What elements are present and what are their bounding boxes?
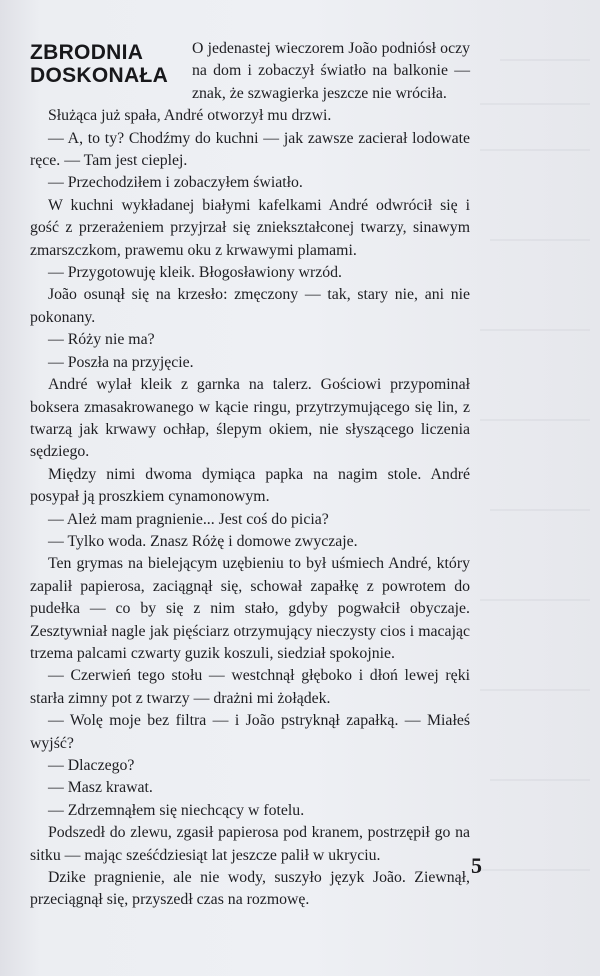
paragraph: — Róży nie ma? [48,331,155,349]
paragraph: Ten grymas na bielejącym uzębieniu to był uśmiech André, który zapalił papierosa, zaciągnął się, schował zapałkę z powrotem do pudełka — co by się z nim stało, gdyby pogwałcił obyczaje. Zesztywniał nagle jak pięściarz otrzymujący nieczysty cios i macając trzema palcami czwarty guzik koszuli, siedział spokojnie. [30,555,470,662]
paragraph: — Zdrzemnąłem się niechcący w fotelu. [48,801,305,819]
paragraph: Służąca już spała, André otworzył mu drzwi. [48,107,332,125]
body-text [30,38,470,912]
paragraph: — Poszła na przyjęcie. [48,353,194,371]
paragraph: André wylał kleik z garnka na talerz. Gościowi przypominał boksera zmasakrowanego w kącie ringu, przytrzymującego się lin, z twarzą jak krwawy ochłap, ślepym okiem, nie słyszącego liczenia sędziego. [30,376,470,461]
paragraph: — A, to ty? Chodźmy do kuchni — jak zawsze zacierał lodowate ręce. — Tam jest cieplej. [30,129,470,170]
paragraph: — Czerwień tego stołu — westchnął głęboko i dłoń lewej ręki starła zimny pot z twarzy — drażni mi żołądek. [30,667,470,707]
paragraph: — Przechodziłem i zobaczyłem światło. [48,174,303,192]
chapter-title [30,41,182,87]
heading-block [30,38,470,105]
paragraph: W kuchni wykładanej białymi kafelkami André odwrócił się i gość z przerażeniem przyjrzał się zniekształconej twarzy, sinawym zmarszczkom, prawemu oku z krwawymi plamami. [30,196,470,259]
paragraph: — Wolę moje bez filtra — i João pstryknął zapałką. — Miałeś wyjść? [30,712,470,752]
intro-paragraph-wrap [192,38,470,105]
paragraph: — Dlaczego? [48,757,135,774]
paragraph: — Ależ mam pragnienie... Jest coś do picia? [48,510,329,528]
paragraph: Między nimi dwoma dymiąca papka na nagim stole. André posypał ją proszkiem cynamonowym. [30,465,470,506]
chapter-title-line-2: DOSKONAŁA [30,64,169,87]
paragraph: — Masz krawat. [48,779,153,797]
chapter-title-line-1: ZBRODNIA [30,41,144,64]
page-number: 5 [471,853,482,878]
intro-paragraph: O jedenastej wieczorem João podniósł oczy na dom i zobaczył światło na balkonie — znak, że szwagierka jeszcze nie wróciła. [192,40,470,102]
paragraph: — Przygotowuję kleik. Błogosławiony wrzód. [48,264,342,282]
paragraph: Podszedł do zlewu, zgasił papierosa pod kranem, postrzępił go na sitku — mając sześćdziesiąt lat jeszcze palił w ukryciu. [30,824,470,864]
paragraph: Dzike pragnienie, ale nie wody, suszyło język João. Ziewnął, przeciągnął się, przyszedł czas na rozmowę. [30,869,470,909]
paragraph: — Tylko woda. Znasz Różę i domowe zwyczaje. [48,532,358,550]
paragraph: João osunął się na krzesło: zmęczony — tak, stary nie, ani nie pokonany. [30,286,470,326]
